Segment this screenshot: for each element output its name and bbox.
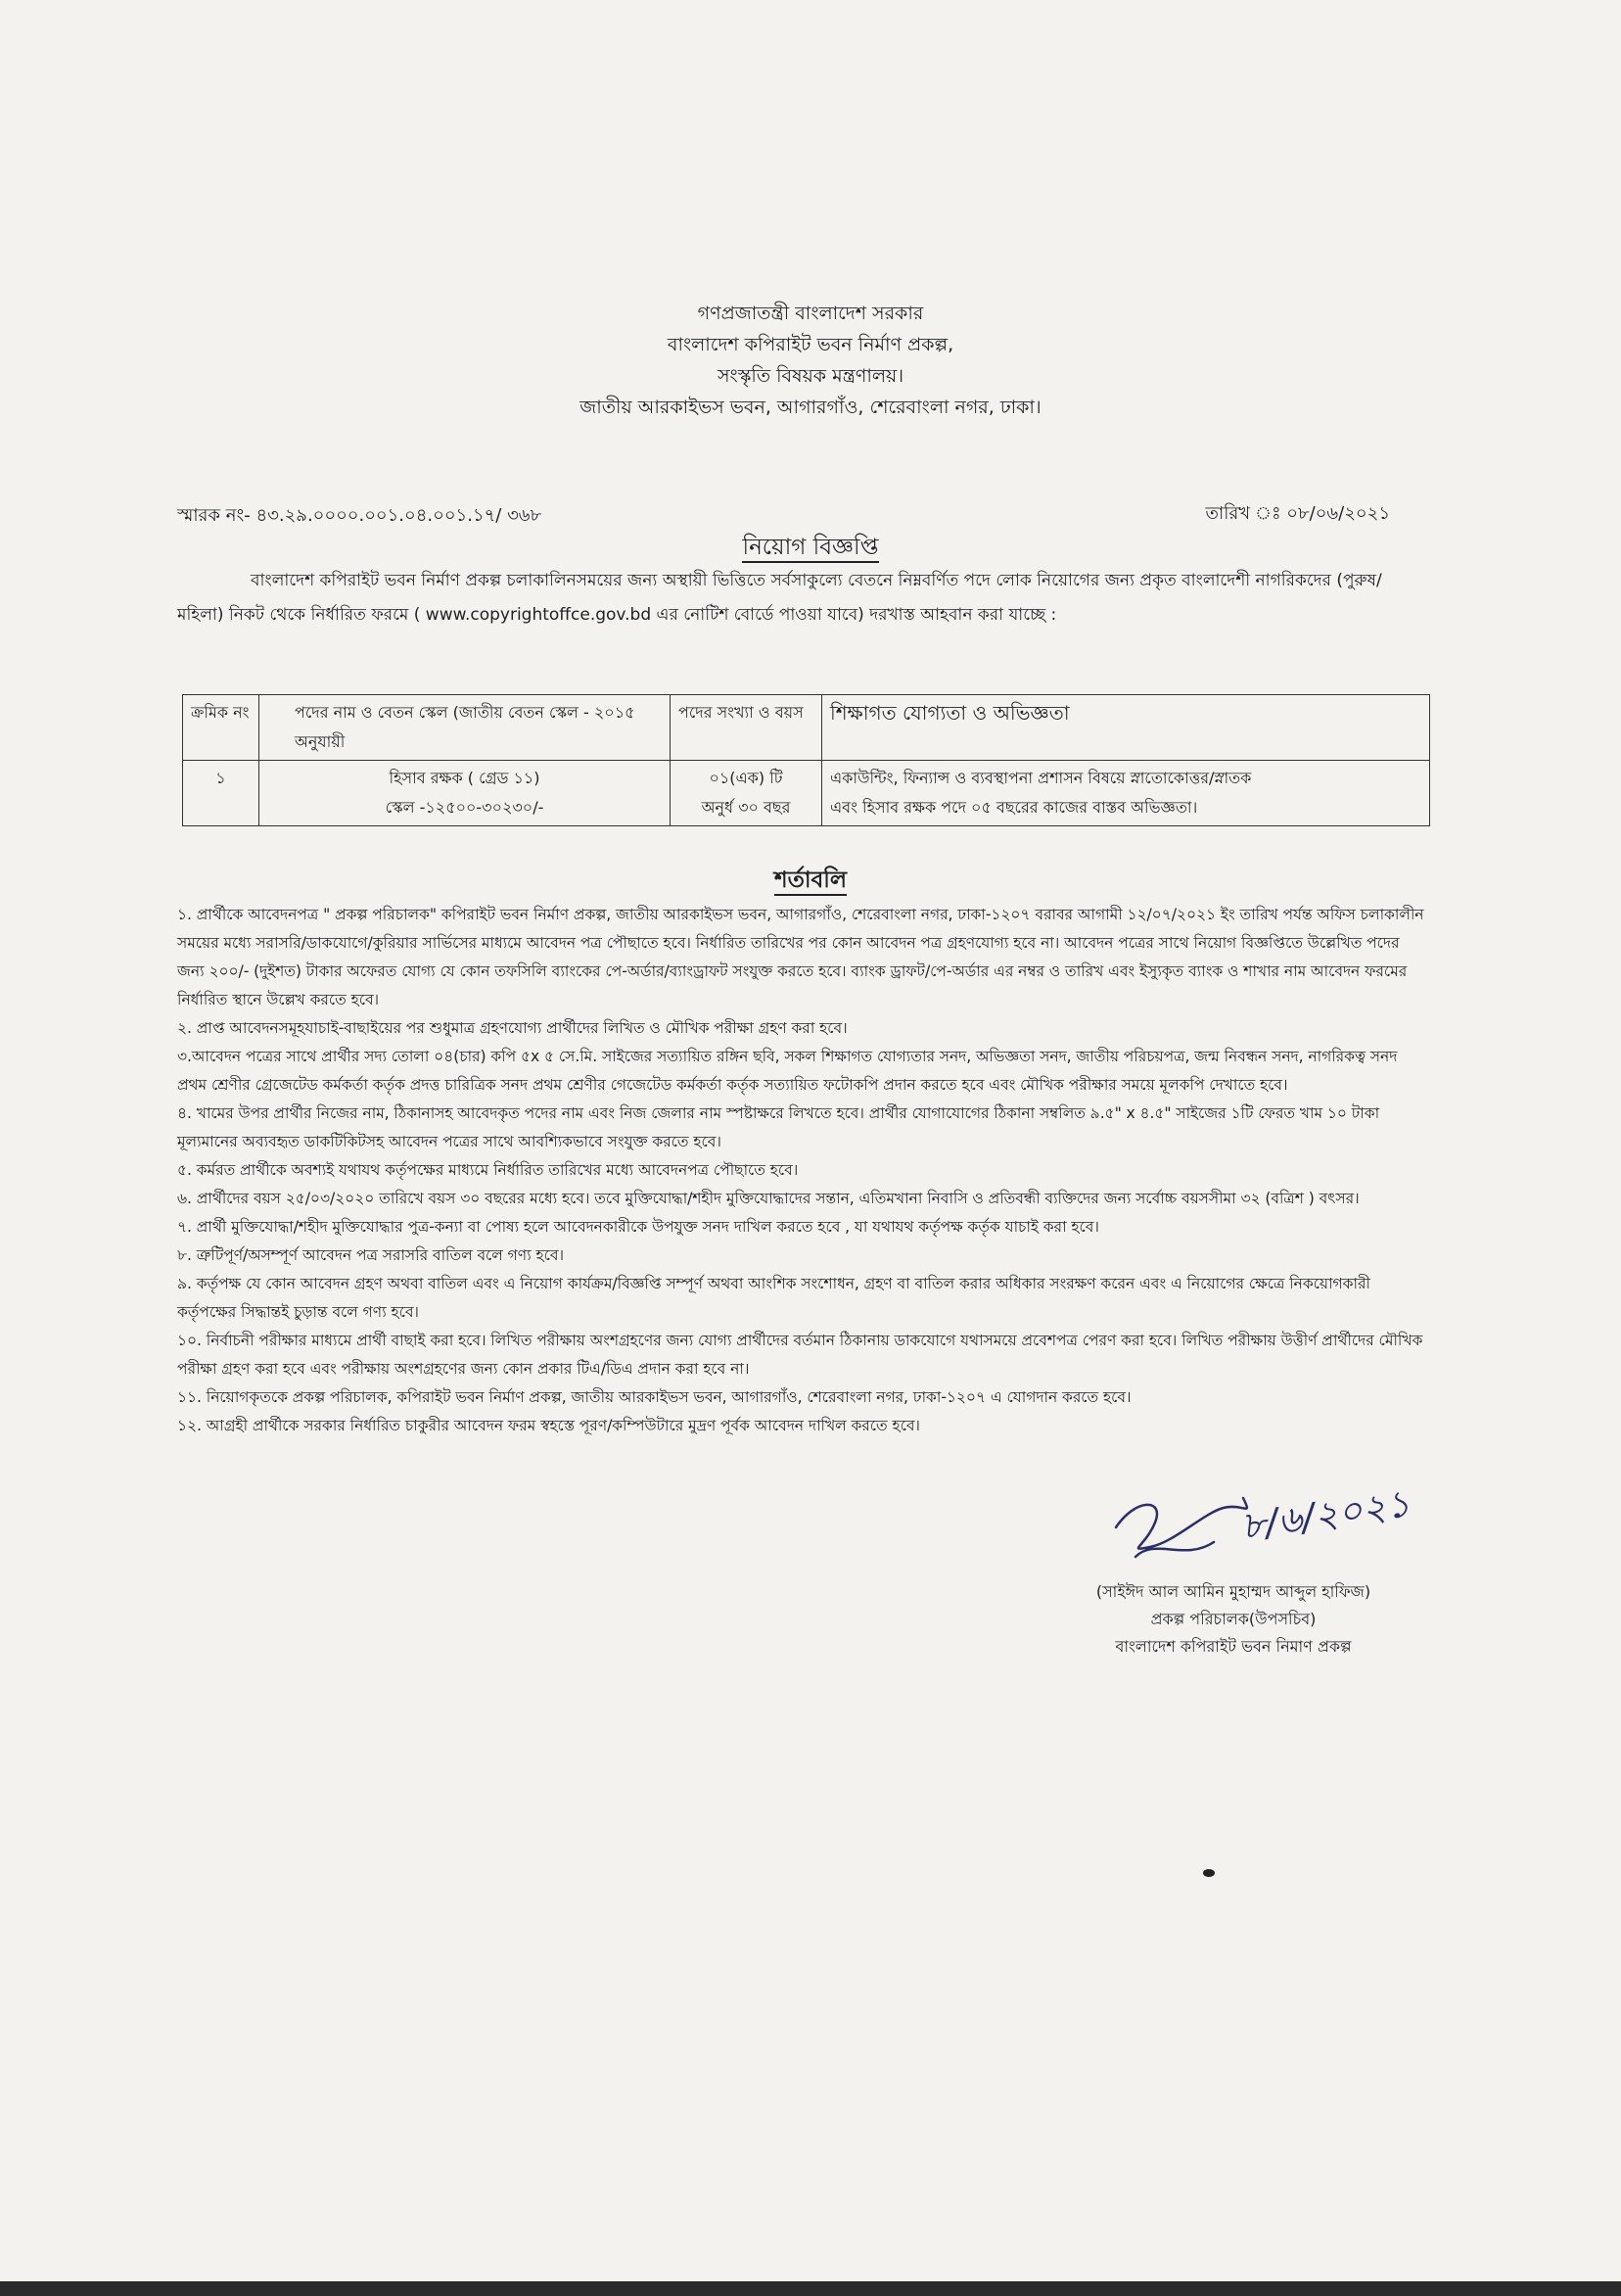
signatory-name: (সাইঈদ আল আমিন মুহাম্মদ আব্দুল হাফিজ) bbox=[1095, 1582, 1371, 1601]
term-item: ১০. নির্বাচনী পরীক্ষার মাধ্যমে প্রার্থী বাছাই করা হবে। লিখিত পরীক্ষায় অংশগ্রহণের জন্য যোগ্য প্রার্থীদের বর্তমান ঠিকানায় ডাকযোগে যথাসময়ে প্রবেশপত্র পেরণ করা হবে। লিখিত পরীক্ষায় উত্তীর্ণ প্রার্থীদের মৌখিক পরীক্ষা গ্রহণ করা হবে এবং পরীক্ষায় অংশগ্রহণের জন্য কোন প্রকার টিএ/ডিএ প্রদান করা হবে না। bbox=[177, 1332, 1423, 1378]
terms-list bbox=[177, 901, 1430, 1440]
memo-number: স্মারক নং- ৪৩.২৯.০০০০.০০১.০৪.০০১.১৭/ ৩৬৮ bbox=[177, 505, 542, 526]
header-line-3: সংস্কৃতি বিষয়ক মন্ত্রণালয়। bbox=[717, 365, 904, 387]
header-line-1: গণপ্রজাতন্ত্রী বাংলাদেশ সরকার bbox=[697, 303, 924, 324]
term-item: ১১. নিয়োগকৃতকে প্রকল্প পরিচালক, কপিরাইট ভবন নির্মাণ প্রকল্প, জাতীয় আরকাইভস ভবন, আগারগাঁও, শেরেবাংলা নগর, ঢাকা-১২০৭ এ যোগদান করতে হবে। bbox=[177, 1388, 1132, 1406]
cell-post: হিসাব রক্ষক ( গ্রেড ১১) স্কেল -১২৫০০-৩০২৩০/- bbox=[259, 761, 671, 826]
office-header bbox=[0, 298, 1621, 423]
signature-block bbox=[1018, 1578, 1449, 1661]
term-item: ৩.আবেদন পত্রের সাথে প্রার্থীর সদ্য তোলা ০৪(চার) কপি ৫x ৫ সে.মি. সাইজের সত্যায়িত রঙ্গিন ছবি, সকল শিক্ষাগত যোগ্যতার সনদ, অভিজ্ঞতা সনদ, জাতীয় পরিচয়পত্র, জন্ম নিবন্ধন সনদ, নাগরিকত্ব সনদ প্রথম শ্রেণীর গ্রেজেটেড কর্মকর্তা কর্তৃক প্রদত্ত চারিত্রিক সনদ প্রথম শ্রেণীর গেজেটেড কর্মকর্তা কর্তৃক সত্যায়িত ফটোকপি প্রদান করতে হবে এবং মৌখিক পরীক্ষার সময়ে মূলকপি দেখাতে হবে। bbox=[177, 1048, 1398, 1094]
term-item: ১২. আগ্রহী প্রার্থীকে সরকার নির্ধারিত চাকুরীর আবেদন ফরম স্বহস্তে পূরণ/কম্পিউটারে মুদ্রণ পূর্বক আবেদন দাখিল করতে হবে। bbox=[177, 1417, 920, 1434]
term-item: ৭. প্রার্থী মুক্তিযোদ্ধা/শহীদ মুক্তিযোদ্ধার পুত্র-কন্যা বা পোষ্য হলে আবেদনকারীকে উপযুক্ত সনদ দাখিল করতে হবে , যা যথাযথ কর্তৃপক্ষ কর্তৃক যাচাই করা হবে। bbox=[177, 1218, 1099, 1236]
header-line-2: বাংলাদেশ কপিরাইট ভবন নির্মাণ প্রকল্প, bbox=[667, 334, 954, 355]
notice-date: তারিখ ঃ ০৮/০৬/২০২১ bbox=[1205, 503, 1390, 524]
header-serial: ক্রমিক নং bbox=[183, 695, 259, 761]
term-item: ৪. খামের উপর প্রার্থীর নিজের নাম, ঠিকানাসহ আবেদকৃত পদের নাম এবং নিজ জেলার নাম স্পষ্টাক্ষরে লিখতে হবে। প্রার্থীর যোগাযোগের ঠিকানা সম্বলিত ৯.৫" x ৪.৫" সাইজের ১টি ফেরত খাম ১০ টাকা মূল্যমানের অব্যবহৃত ডাকটিকিটসহ আবেদন পত্রের সাথে আবশ্যিকভাবে সংযুক্ত করতে হবে। bbox=[177, 1104, 1380, 1150]
signature-date: ৮/৬/২০২১ bbox=[1238, 1481, 1413, 1548]
header-line-4: জাতীয় আরকাইভস ভবন, আগারগাঁও, শেরেবাংলা নগর, ঢাকা। bbox=[579, 397, 1042, 418]
signatory-designation: প্রকল্প পরিচালক(উপসচিব) bbox=[1150, 1610, 1317, 1628]
term-item: ৮. ত্রুটিপূর্ণ/অসম্পূর্ণ আবেদন পত্র সরাসরি বাতিল বলে গণ্য হবে। bbox=[177, 1246, 564, 1264]
term-item: ৬. প্রার্থীদের বয়স ২৫/০৩/২০২০ তারিখে বয়স ৩০ বছরের মধ্যে হবে। তবে মুক্তিযোদ্ধা/শহীদ মুক্তিযোদ্ধাদের সন্তান, এতিমখানা নিবাসি ও প্রতিবন্ধী ব্যক্তিদের জন্য সর্বোচ্চ বয়সসীমা ৩২ (বত্রিশ ) বৎসর। bbox=[177, 1190, 1360, 1207]
intro-paragraph: বাংলাদেশ কপিরাইট ভবন নির্মাণ প্রকল্প চলাকালিনসময়ের জন্য অস্থায়ী ভিত্তিতে সর্বসাকুল্যে বেতনে নিম্নবর্ণিত পদে লোক নিয়োগের জন্য প্রকৃত বাংলাদেশী নাগরিকদের (পুরুষ/মহিলা) নিকট থেকে নির্ধারিত ফরমে ( www.copyrightoffce.gov.bd এর নোটিশ বোর্ডে পাওয়া যাবে) দরখাস্ত আহবান করা যাচ্ছে : bbox=[177, 571, 1382, 625]
scan-edge bbox=[0, 2281, 1621, 2296]
header-qualification: শিক্ষাগত যোগ্যতা ও অভিজ্ঞতা bbox=[822, 695, 1430, 761]
handwritten-signature bbox=[1096, 1459, 1488, 1576]
header-count: পদের সংখ্যা ও বয়স bbox=[671, 695, 822, 761]
cell-qualification: একাউন্টিং, ফিন্যান্স ও ব্যবস্থাপনা প্রশাসন বিষয়ে স্নাতোকোত্তর/স্নাতক এবং হিসাব রক্ষক পদে ০৫ বছরের কাজের বাস্তব অভিজ্ঞতা। bbox=[822, 761, 1430, 826]
cell-count: ০১(এক) টি অনুর্ধ ৩০ বছর bbox=[671, 761, 822, 826]
ink-spot bbox=[1202, 1868, 1216, 1878]
header-post: পদের নাম ও বেতন স্কেল (জাতীয় বেতন স্কেল - ২০১৫ অনুযায়ী bbox=[259, 695, 671, 761]
term-item: ১. প্রার্থীকে আবেদনপত্র " প্রকল্প পরিচালক" কপিরাইট ভবন নির্মাণ প্রকল্প, জাতীয় আরকাইভস ভবন, আগারগাঁও, শেরেবাংলা নগর, ঢাকা-১২০৭ বরাবর আগামী ১২/০৭/২০২১ ইং তারিখ পর্যন্ত অফিস চলাকালীন সময়ের মধ্যে সরাসরি/ডাকযোগে/কুরিয়ার সার্ভিসের মাধ্যমে আবেদন পত্র পৌছাতে হবে। নির্ধারিত তারিখের পর কোন আবেদন পত্র গ্রহণযোগ্য হবে না। আবেদন পত্রের সাথে নিয়োগ বিজ্ঞপ্তিতে উল্লেখিত পদের জন্য ২০০/- (দুইশত) টাকার অফেরত যোগ্য যে কোন তফসিলি ব্যাংকের পে-অর্ডার/ব্যাংড্রাফট সংযুক্ত করতে হবে। ব্যাংক ড্রাফট/পে-অর্ডার এর নম্বর ও তারিখ এবং ইস্যুকৃত ব্যাংক ও শাখার নাম আবেদন ফরমের নির্ধারিত স্থানে উল্লেখ করতে হবে। bbox=[177, 906, 1424, 1008]
table-row bbox=[183, 761, 1430, 826]
term-item: ৫. কর্মরত প্রার্থীকে অবশ্যই যথাযথ কর্তৃপক্ষের মাধ্যমে নির্ধারিত তারিখের মধ্যে আবেদনপত্র পৌছাতে হবে। bbox=[177, 1161, 799, 1179]
notice-title: নিয়োগ বিজ্ঞপ্তি bbox=[0, 529, 1621, 567]
term-item: ২. প্রাপ্ত আবেদনসমূহযাচাই-বাছাইয়ের পর শুধুমাত্র গ্রহণযোগ্য প্রার্থীদের লিখিত ও মৌখিক পরীক্ষা গ্রহণ করা হবে। bbox=[177, 1019, 848, 1037]
table-header-row bbox=[183, 695, 1430, 761]
terms-title: শর্তাবলি bbox=[0, 862, 1621, 900]
cell-serial: ১ bbox=[183, 761, 259, 826]
job-table bbox=[182, 694, 1430, 826]
term-item: ৯. কর্তৃপক্ষ যে কোন আবেদন গ্রহণ অথবা বাতিল এবং এ নিয়োগ কার্যক্রম/বিজ্ঞপ্তি সম্পূর্ণ অথবা আংশিক সংশোধন, গ্রহণ বা বাতিল করার অধিকার সংরক্ষণ করেন এবং এ নিয়োগের ক্ষেত্রে নিকয়োগকারী কর্তৃপক্ষের সিদ্ধান্তই চুড়ান্ত বলে গণ্য হবে। bbox=[177, 1275, 1370, 1321]
signatory-org: বাংলাদেশ কপিরাইট ভবন নিমাণ প্রকল্প bbox=[1115, 1637, 1352, 1656]
